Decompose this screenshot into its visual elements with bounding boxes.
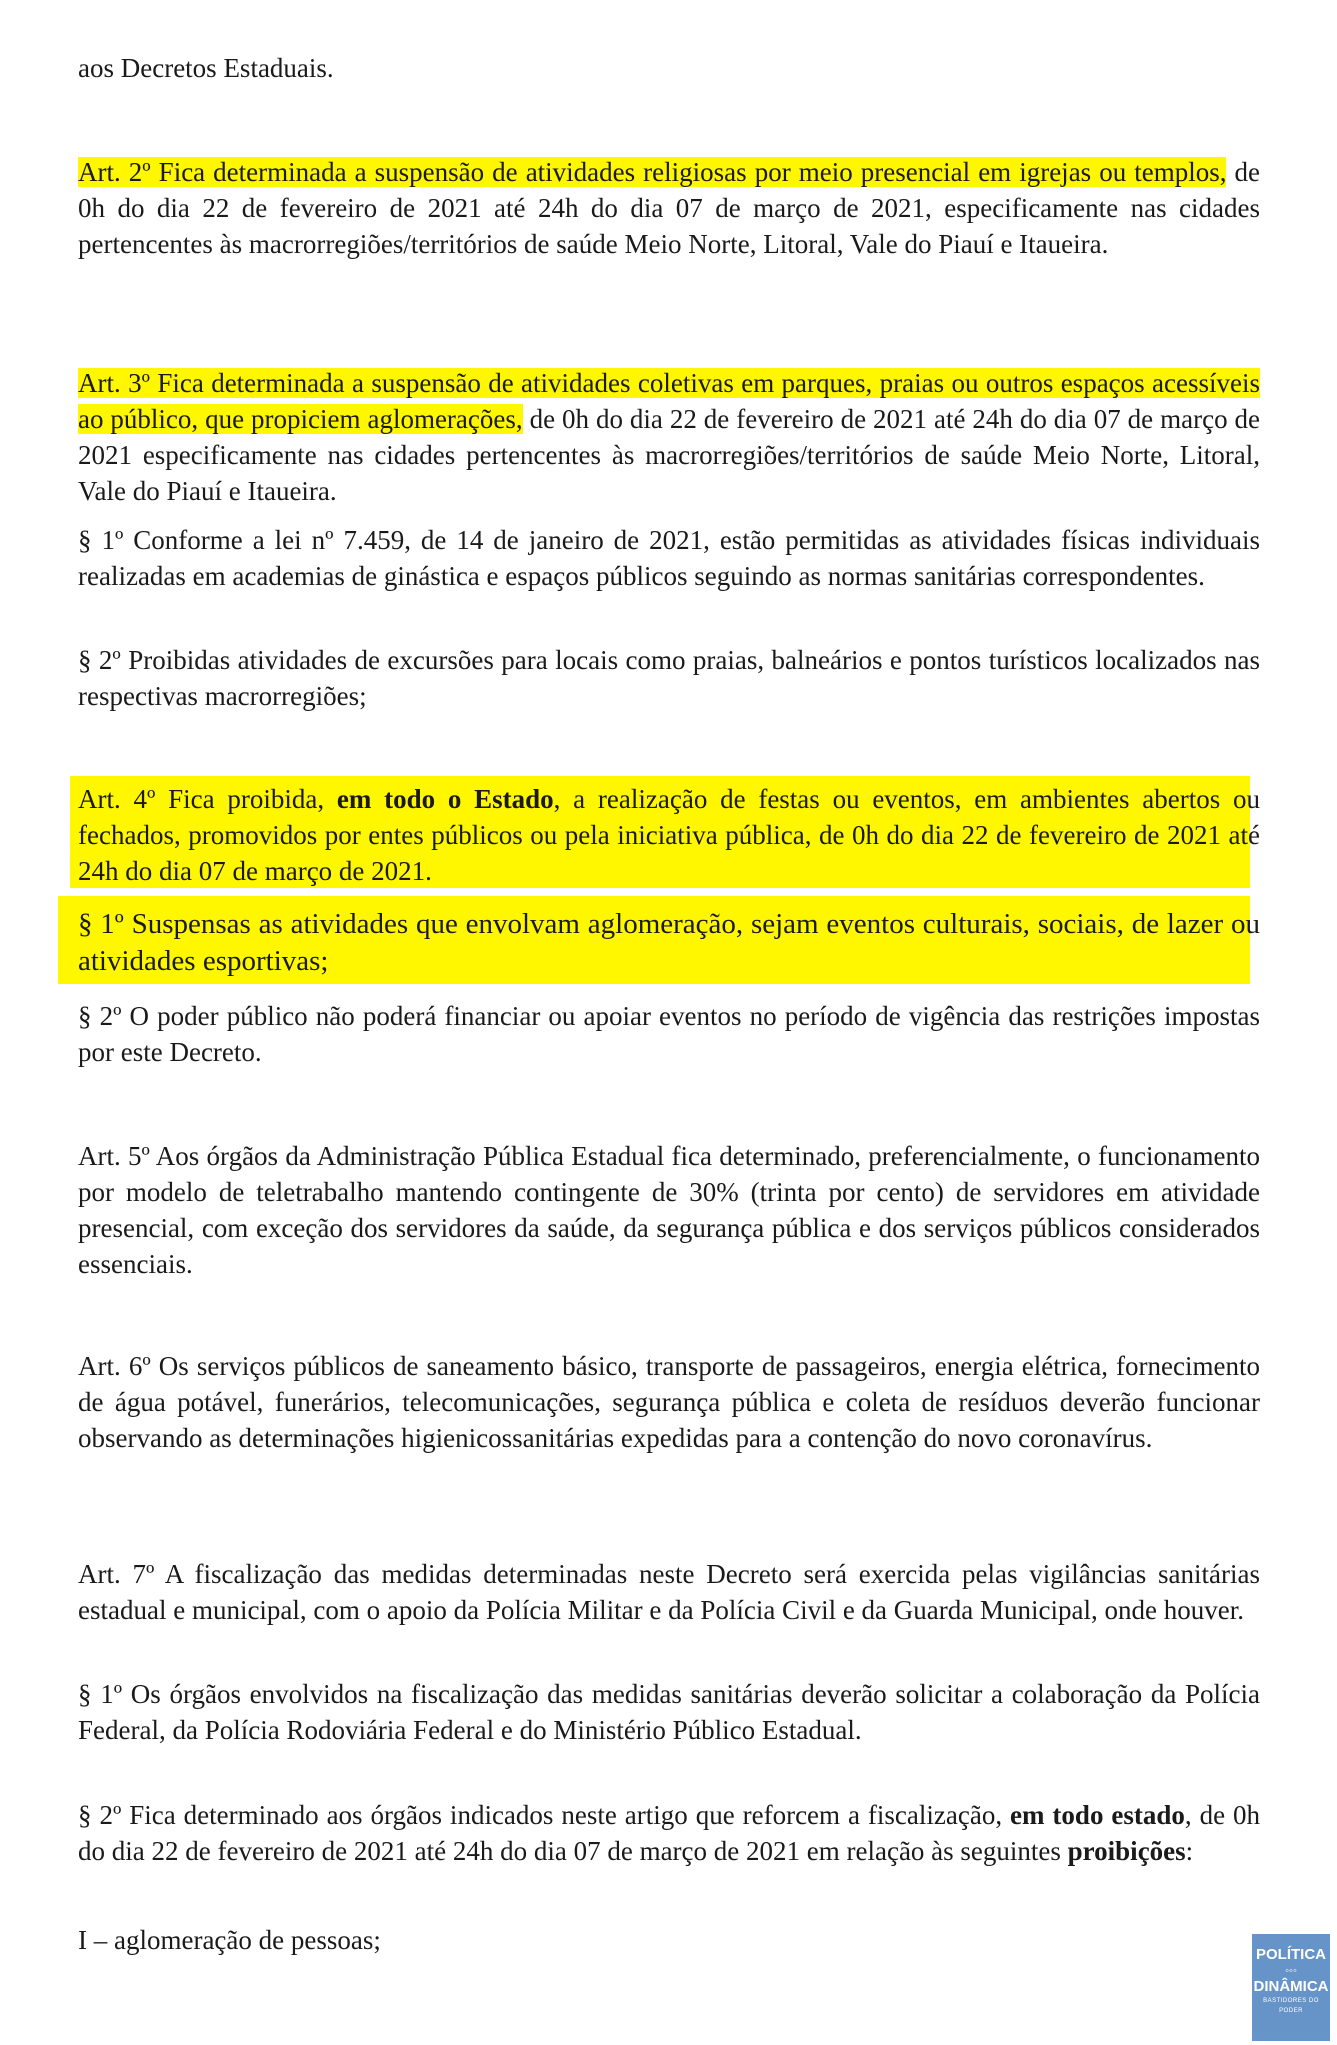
list-item-1 <box>78 1922 1260 1958</box>
article-4-paragraph-1-text: § 1º Suspensas as atividades que envolvam aglomeração, sejam eventos culturais, sociais, de lazer ou atividades esportivas; <box>78 908 1260 977</box>
logo-line-1: POLÍTICA <box>1256 1946 1326 1963</box>
article-2 <box>78 154 1260 262</box>
article-4 <box>78 781 1260 889</box>
logo-separator-icon: ◦◦◦ <box>1285 1965 1297 1977</box>
article-6-text: Art. 6º Os serviços públicos de saneamento básico, transporte de passageiros, energia elétrica, fornecimento de água potável, funerários, telecomunicações, segurança pública e coleta de resíduos deverão funcionar observando as determinações higienicossanitárias expedidas para a contenção do novo coronavírus. <box>78 1351 1260 1453</box>
article-3 <box>78 365 1260 509</box>
article-7-paragraph-2-text-a: § 2º Fica determinado aos órgãos indicados neste artigo que reforcem a fiscalização, <box>78 1800 1011 1830</box>
article-7-paragraph-2-bold-2: proibições <box>1067 1836 1186 1866</box>
paragraph-intro <box>78 50 1260 86</box>
article-7 <box>78 1556 1260 1628</box>
logo-tagline: BASTIDORES DO PODER <box>1263 1998 1319 2014</box>
article-7-text: Art. 7º A fiscalização das medidas determinadas neste Decreto será exercida pelas vigilâncias sanitárias estadual e municipal, com o apoio da Polícia Militar e da Polícia Civil e da Guarda Municipal, onde houver. <box>78 1559 1260 1625</box>
article-7-paragraph-2-text-b: , de 0h do dia 22 de fevereiro de 2021 até 24h do dia 07 de março de 2021 em relação às seguintes <box>78 1800 1261 1866</box>
article-3-paragraph-2-text: § 2º Proibidas atividades de excursões para locais como praias, balneários e pontos turísticos localizados nas respectivas macrorregiões; <box>78 645 1260 711</box>
article-4-text-b: , a realização de festas ou eventos, em ambientes abertos ou fechados, promovidos por entes públicos ou pela iniciativa pública, de 0h do dia 22 de fevereiro de 2021 até 24h do dia 07 de março de 2021. <box>78 784 1261 886</box>
article-7-paragraph-1 <box>78 1676 1260 1748</box>
article-4-bold: em todo o Estado <box>336 784 554 814</box>
article-2-text: de 0h do dia 22 de fevereiro de 2021 até 24h do dia 07 de março de 2021, especificamente nas cidades pertencentes às macrorregiões/territórios de saúde Meio Norte, Litoral, Vale do Piauí e Itaueira. <box>78 157 1260 259</box>
logo-line-2: DINÂMICA <box>1253 1978 1329 1995</box>
article-7-paragraph-2-bold-1: em todo estado <box>1010 1800 1185 1830</box>
intro-text: aos Decretos Estaduais. <box>78 53 334 83</box>
article-6 <box>78 1348 1260 1456</box>
article-7-paragraph-2-text-c: : <box>1185 1836 1194 1866</box>
article-3-paragraph-1-text: § 1º Conforme a lei nº 7.459, de 14 de janeiro de 2021, estão permitidas as atividades físicas individuais realizadas em academias de ginástica e espaços públicos seguindo as normas sanitárias correspondentes. <box>78 525 1260 591</box>
article-3-text: de 0h do dia 22 de fevereiro de 2021 até 24h do dia 07 de março de 2021 especificamente nas cidades pertencentes às macrorregiões/territórios de saúde Meio Norte, Litoral, Vale do Piauí e Itaueira. <box>78 404 1261 506</box>
politica-dinamica-logo <box>1252 1934 1330 2041</box>
article-4-paragraph-2-text: § 2º O poder público não poderá financiar ou apoiar eventos no período de vigência das restrições impostas por este Decreto. <box>78 1001 1260 1067</box>
article-5-text: Art. 5º Aos órgãos da Administração Pública Estadual fica determinado, preferencialmente, o funcionamento por modelo de teletrabalho mantendo contingente de 30% (trinta por cento) de servidores em atividade presencial, com exceção dos servidores da saúde, da segurança pública e dos serviços públicos considerados essenciais. <box>78 1141 1260 1279</box>
article-4-paragraph-1 <box>78 906 1260 980</box>
article-4-text-a: Art. 4º Fica proibida, <box>78 784 337 814</box>
article-7-paragraph-1-text: § 1º Os órgãos envolvidos na fiscalização das medidas sanitárias deverão solicitar a colaboração da Polícia Federal, da Polícia Rodoviária Federal e do Ministério Público Estadual. <box>78 1679 1260 1745</box>
article-2-highlight: Art. 2º Fica determinada a suspensão de atividades religiosas por meio presencial em igrejas ou templos, <box>78 157 1227 187</box>
list-item-1-text: I – aglomeração de pessoas; <box>78 1925 381 1955</box>
article-3-paragraph-2 <box>78 642 1260 714</box>
article-3-highlight: Art. 3º Fica determinada a suspensão de atividades coletivas em parques, praias ou outros espaços acessíveis ao público, que propiciem aglomerações, <box>78 368 1260 434</box>
article-5 <box>78 1138 1260 1282</box>
article-4-paragraph-2 <box>78 998 1260 1070</box>
article-3-paragraph-1 <box>78 522 1260 594</box>
article-7-paragraph-2 <box>78 1797 1260 1869</box>
